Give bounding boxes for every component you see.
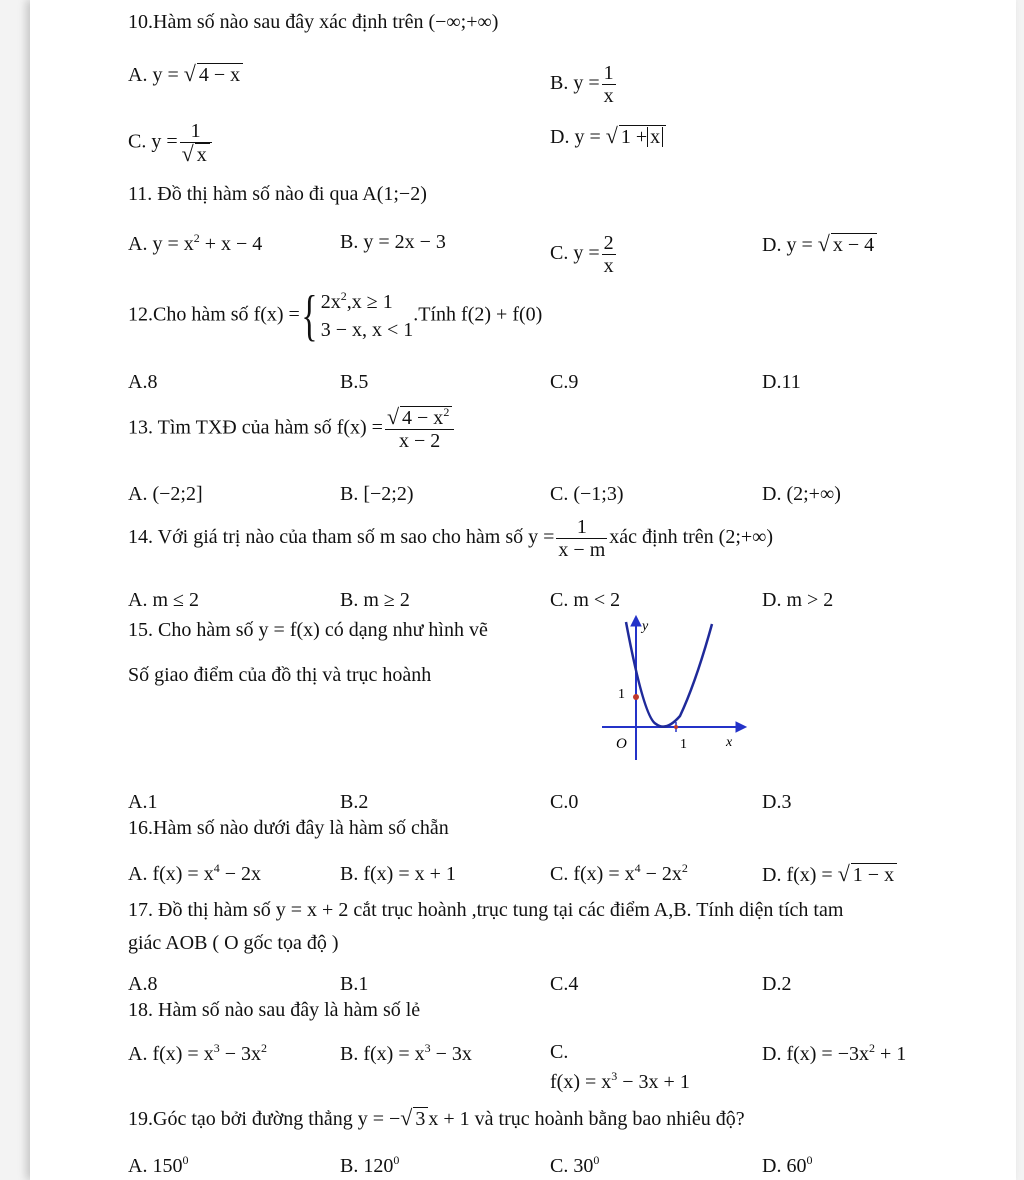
q10-option-d[interactable]: D. y = √ 1 + x — [550, 124, 666, 149]
q10-title: 10.Hàm số nào sau đây xác định trên (−∞;+∞) — [128, 11, 499, 33]
graph-point-x1 — [674, 725, 678, 729]
q12-option-c[interactable]: C.9 — [550, 371, 579, 393]
q15-option-b[interactable]: B.2 — [340, 791, 369, 813]
q18-option-c[interactable]: $f(x) = x^3 - 3x + 1$ — [550, 1069, 690, 1093]
q17-option-d[interactable]: D.2 — [762, 973, 792, 995]
q16-option-a[interactable]: A. $f(x) = x^4 - 2x$ — [128, 861, 261, 885]
q19-title: 19.Góc tạo bởi đường thẳng y = −√ 3 x + 1 và trục hoành bằng bao nhiêu độ? — [128, 1105, 745, 1130]
q13-option-c[interactable]: C. (−1;3) — [550, 483, 624, 505]
graph-label-one-x: 1 — [680, 737, 687, 752]
q14-option-a[interactable]: A. m ≤ 2 — [128, 589, 199, 611]
graph-label-origin: O — [616, 736, 627, 752]
q17-option-c[interactable]: C.4 — [550, 973, 579, 995]
q15-option-a[interactable]: A.1 — [128, 791, 158, 813]
q16-title: 16.Hàm số nào dưới đây là hàm số chẵn — [128, 817, 449, 839]
q11-title: 11. Đồ thị hàm số nào đi qua A(1;−2) — [128, 183, 427, 205]
graph-label-x: x — [726, 735, 733, 750]
graph-label-one-y: 1 — [618, 687, 625, 702]
q15-option-d[interactable]: D.3 — [762, 791, 792, 813]
q18-option-c-label[interactable]: C. — [550, 1041, 569, 1063]
q15-option-c[interactable]: C.0 — [550, 791, 579, 813]
q17-line-1: 17. Đồ thị hàm số y = x + 2 cắt trục hoành ,trục tung tại các điểm A,B. Tính diện tích tam — [128, 899, 844, 921]
q15-function-graph — [600, 612, 750, 762]
q19-option-a[interactable]: A. $150^0$ — [128, 1153, 189, 1177]
q10-option-a[interactable]: A. y = √ 4 − x — [128, 62, 243, 87]
q16-option-d[interactable]: D. f(x) = √ 1 − x — [762, 862, 897, 887]
q11-option-c[interactable]: C. y = $\frac{2}{x}$ — [550, 232, 614, 277]
q11-option-b[interactable]: B. y = 2x − 3 — [340, 231, 446, 253]
graph-x-arrow — [736, 722, 746, 732]
q19-option-d[interactable]: D. $60^0$ — [762, 1153, 813, 1177]
q13-option-a[interactable]: A. (−2;2] — [128, 483, 203, 505]
graph-label-y: y — [642, 619, 649, 634]
q15-question: Số giao điểm của đồ thị và trục hoành — [128, 664, 432, 686]
q16-option-b[interactable]: B. f(x) = x + 1 — [340, 863, 456, 885]
q17-option-b[interactable]: B.1 — [340, 973, 369, 995]
q12-title: 12.Cho hàm số f(x) ={ $2x^2,x \ge 1$ 3 − x, x < 1 .Tính f(2) + f(0) — [128, 285, 543, 347]
q14-option-b[interactable]: B. m ≥ 2 — [340, 589, 410, 611]
q13-option-b[interactable]: B. [−2;2) — [340, 483, 414, 505]
q11-option-d[interactable]: D. y = √ x − 4 — [762, 232, 877, 257]
q13-title: 13. Tìm TXĐ của hàm số f(x) = $\frac{√ 4 - x^2}{x - 2}$ — [128, 406, 456, 452]
q12-option-a[interactable]: A.8 — [128, 371, 158, 393]
q10-option-b[interactable]: B. y = $\frac{1}{x}$ — [550, 62, 614, 107]
q15-title: 15. Cho hàm số y = f(x) có dạng như hình vẽ — [128, 619, 488, 641]
q18-option-d[interactable]: D. $f(x) = -3x^2 + 1$ — [762, 1041, 907, 1065]
q17-line-2: giác AOB ( O gốc tọa độ ) — [128, 932, 339, 954]
q11-option-a[interactable]: A. $y = x^2 + x - 4$ — [128, 231, 263, 255]
q18-title: 18. Hàm số nào sau đây là hàm số lẻ — [128, 999, 421, 1021]
q12-option-b[interactable]: B.5 — [340, 371, 369, 393]
q18-option-a[interactable]: A. $f(x) = x^3 - 3x^2$ — [128, 1041, 267, 1065]
q18-option-b[interactable]: B. $f(x) = x^3 - 3x$ — [340, 1041, 472, 1065]
graph-parabola — [626, 622, 712, 727]
q16-option-c[interactable]: C. $f(x) = x^4 - 2x^2$ — [550, 861, 688, 885]
q13-option-d[interactable]: D. (2;+∞) — [762, 483, 841, 505]
q14-title: 14. Với giá trị nào của tham số m sao cho hàm số y = $\frac{1}{x - m}$ xác định trên (2;+∞) — [128, 516, 774, 561]
q17-option-a[interactable]: A.8 — [128, 973, 158, 995]
graph-y-arrow — [631, 616, 641, 626]
q14-option-c[interactable]: C. m < 2 — [550, 589, 621, 611]
q10-option-c[interactable]: C. y = $\frac{1}{√ x}$ — [128, 120, 214, 166]
q12-option-d[interactable]: D.11 — [762, 371, 801, 393]
graph-point-y-intercept — [633, 694, 639, 700]
q14-option-d[interactable]: D. m > 2 — [762, 589, 834, 611]
q19-option-b[interactable]: B. $120^0$ — [340, 1153, 400, 1177]
q19-option-c[interactable]: C. $30^0$ — [550, 1153, 600, 1177]
